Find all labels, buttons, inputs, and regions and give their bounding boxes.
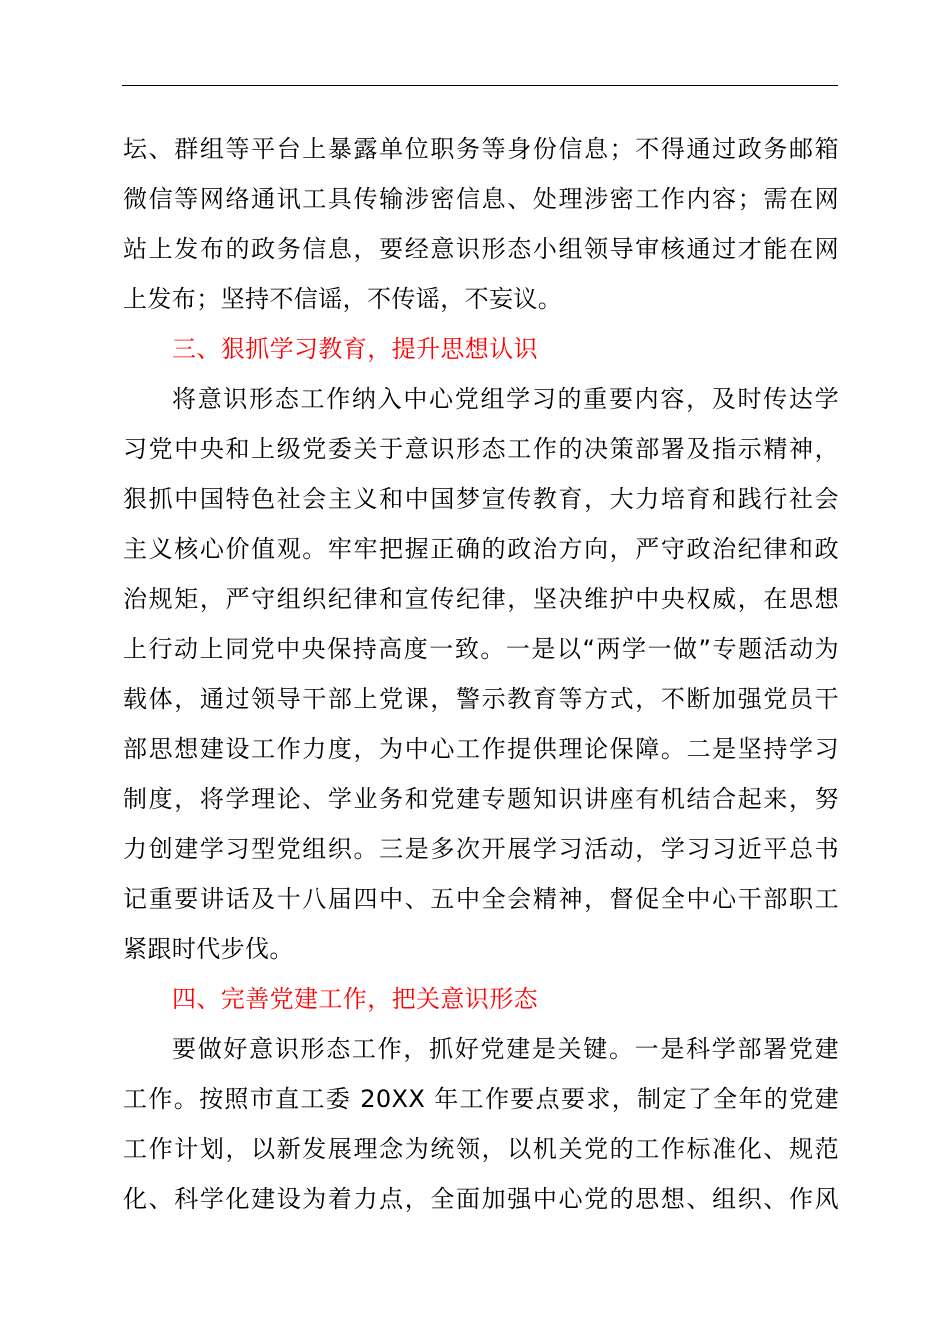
text-line: 工作计划，以新发展理念为统领，以机关党的工作标准化、规范 <box>123 1135 839 1163</box>
section-heading-3: 三、狠抓学习教育，提升思想认识 <box>172 335 538 363</box>
text-line: 工作。按照市直工委 20XX 年工作要点要求，制定了全年的党建 <box>123 1085 839 1113</box>
text-line: 要做好意识形态工作，抓好党建是关键。一是科学部署党建 <box>172 1035 839 1063</box>
text-line: 化、科学化建设为着力点，全面加强中心党的思想、组织、作风 <box>123 1185 839 1213</box>
text-line: 微信等网络通讯工具传输涉密信息、处理涉密工作内容；需在网 <box>123 185 839 213</box>
text-line: 上发布；坚持不信谣，不传谣，不妄议。 <box>123 285 563 313</box>
text-line: 上行动上同党中央保持高度一致。一是以“两学一做”专题活动为 <box>123 635 839 663</box>
text-line: 部思想建设工作力度，为中心工作提供理论保障。二是坚持学习 <box>123 735 839 763</box>
text-line: 力创建学习型党组织。三是多次开展学习活动，学习习近平总书 <box>123 835 839 863</box>
text-line: 治规矩，严守组织纪律和宣传纪律，坚决维护中央权威，在思想 <box>123 585 839 613</box>
text-line: 狠抓中国特色社会主义和中国梦宣传教育，大力培育和践行社会 <box>123 485 839 513</box>
text-line: 制度，将学理论、学业务和党建专题知识讲座有机结合起来，努 <box>123 785 839 813</box>
text-line: 载体，通过领导干部上党课，警示教育等方式，不断加强党员干 <box>123 685 839 713</box>
document-body <box>123 124 839 1224</box>
text-line: 习党中央和上级党委关于意识形态工作的决策部署及指示精神， <box>123 435 839 463</box>
text-line: 坛、群组等平台上暴露单位职务等身份信息；不得通过政务邮箱 <box>123 135 839 163</box>
section-heading-4: 四、完善党建工作，把关意识形态 <box>172 985 538 1013</box>
text-line: 站上发布的政务信息，要经意识形态小组领导审核通过才能在网 <box>123 235 839 263</box>
text-line: 将意识形态工作纳入中心党组学习的重要内容，及时传达学 <box>172 385 839 413</box>
header-rule <box>122 85 838 86</box>
text-line: 紧跟时代步伐。 <box>123 935 294 963</box>
text-line: 主义核心价值观。牢牢把握正确的政治方向，严守政治纪律和政 <box>123 535 839 563</box>
text-line: 记重要讲话及十八届四中、五中全会精神，督促全中心干部职工 <box>123 885 839 913</box>
